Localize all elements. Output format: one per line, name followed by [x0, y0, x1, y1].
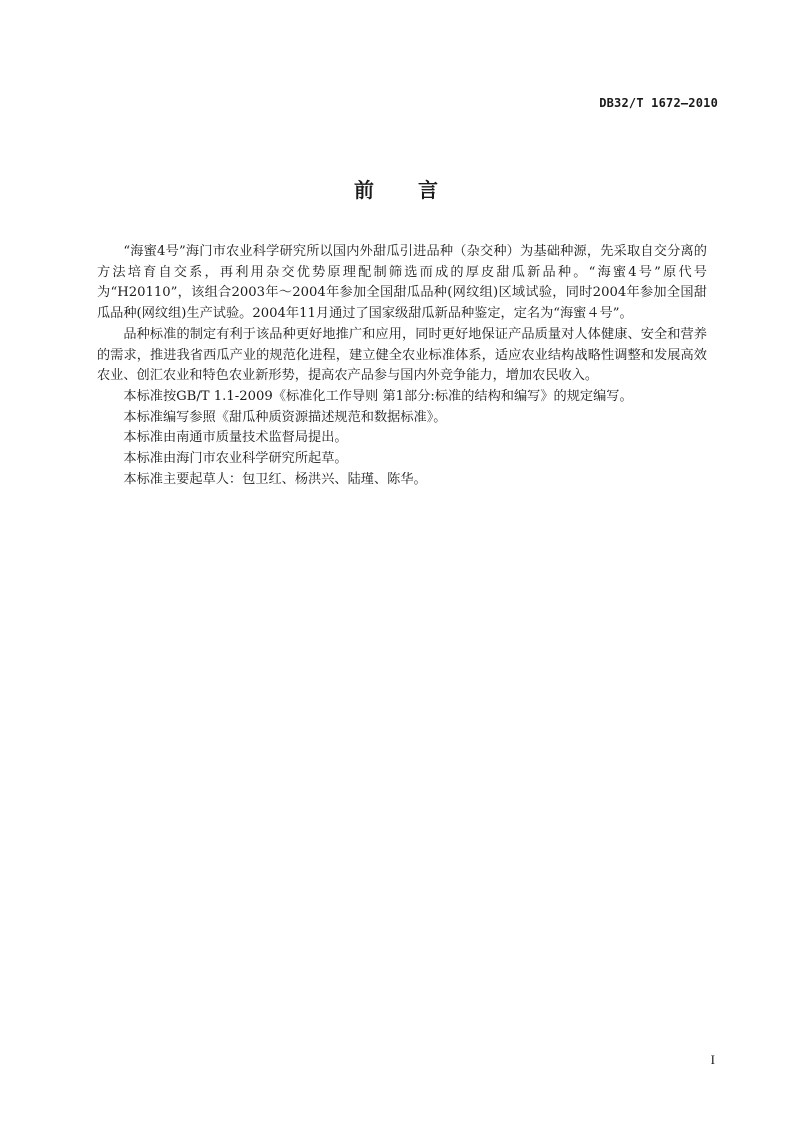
page-number: I — [710, 1052, 715, 1067]
foreword-body — [97, 242, 707, 490]
paragraph-purpose: 品种标准的制定有利于该品种更好地推广和应用，同时更好地保证产品质量对人体健康、安全和营养的需求，推进我省西瓜产业的规范化进程，建立健全农业标准体系，适应农业结构战略性调整和发展高效农业、创汇农业和特色农业新形势，提高农产品参与国内外竞争能力，增加农民收入。 — [97, 326, 707, 384]
page-title — [0, 174, 794, 203]
title-char-1: 前 — [354, 178, 376, 202]
paragraph-drafters: 本标准主要起草人：包卫红、杨洪兴、陆瑾、陈华。 — [123, 471, 427, 487]
title-char-2: 言 — [418, 178, 440, 202]
paragraph-drafting-rule: 本标准按GB/T 1.1-2009《标准化工作导则 第1部分:标准的结构和编写》的规定编写。 — [123, 388, 633, 404]
standard-code: DB32/T 1672—2010 — [599, 96, 718, 110]
paragraph-reference: 本标准编写参照《甜瓜种质资源描述规范和数据标准》。 — [123, 409, 447, 425]
paragraph-proposer: 本标准由南通市质量技术监督局提出。 — [123, 430, 348, 446]
paragraph-drafting-unit: 本标准由海门市农业科学研究所起草。 — [123, 451, 348, 467]
paragraph-variety-origin: “海蜜4号”海门市农业科学研究所以国内外甜瓜引进品种（杂交种）为基础种源，先采取自交分离的方法培育自交系，再利用杂交优势原理配制筛选而成的厚皮甜瓜新品种。“海蜜4号”原代号为“H20110”，该组合2003年～2004年参加全国甜瓜品种(网纹组)区域试验，同时2004年参加全国甜瓜品种(网纹组)生产试验。2004年11月通过了国家级甜瓜新品种鉴定，定名为“海蜜４号”。 — [97, 244, 707, 322]
